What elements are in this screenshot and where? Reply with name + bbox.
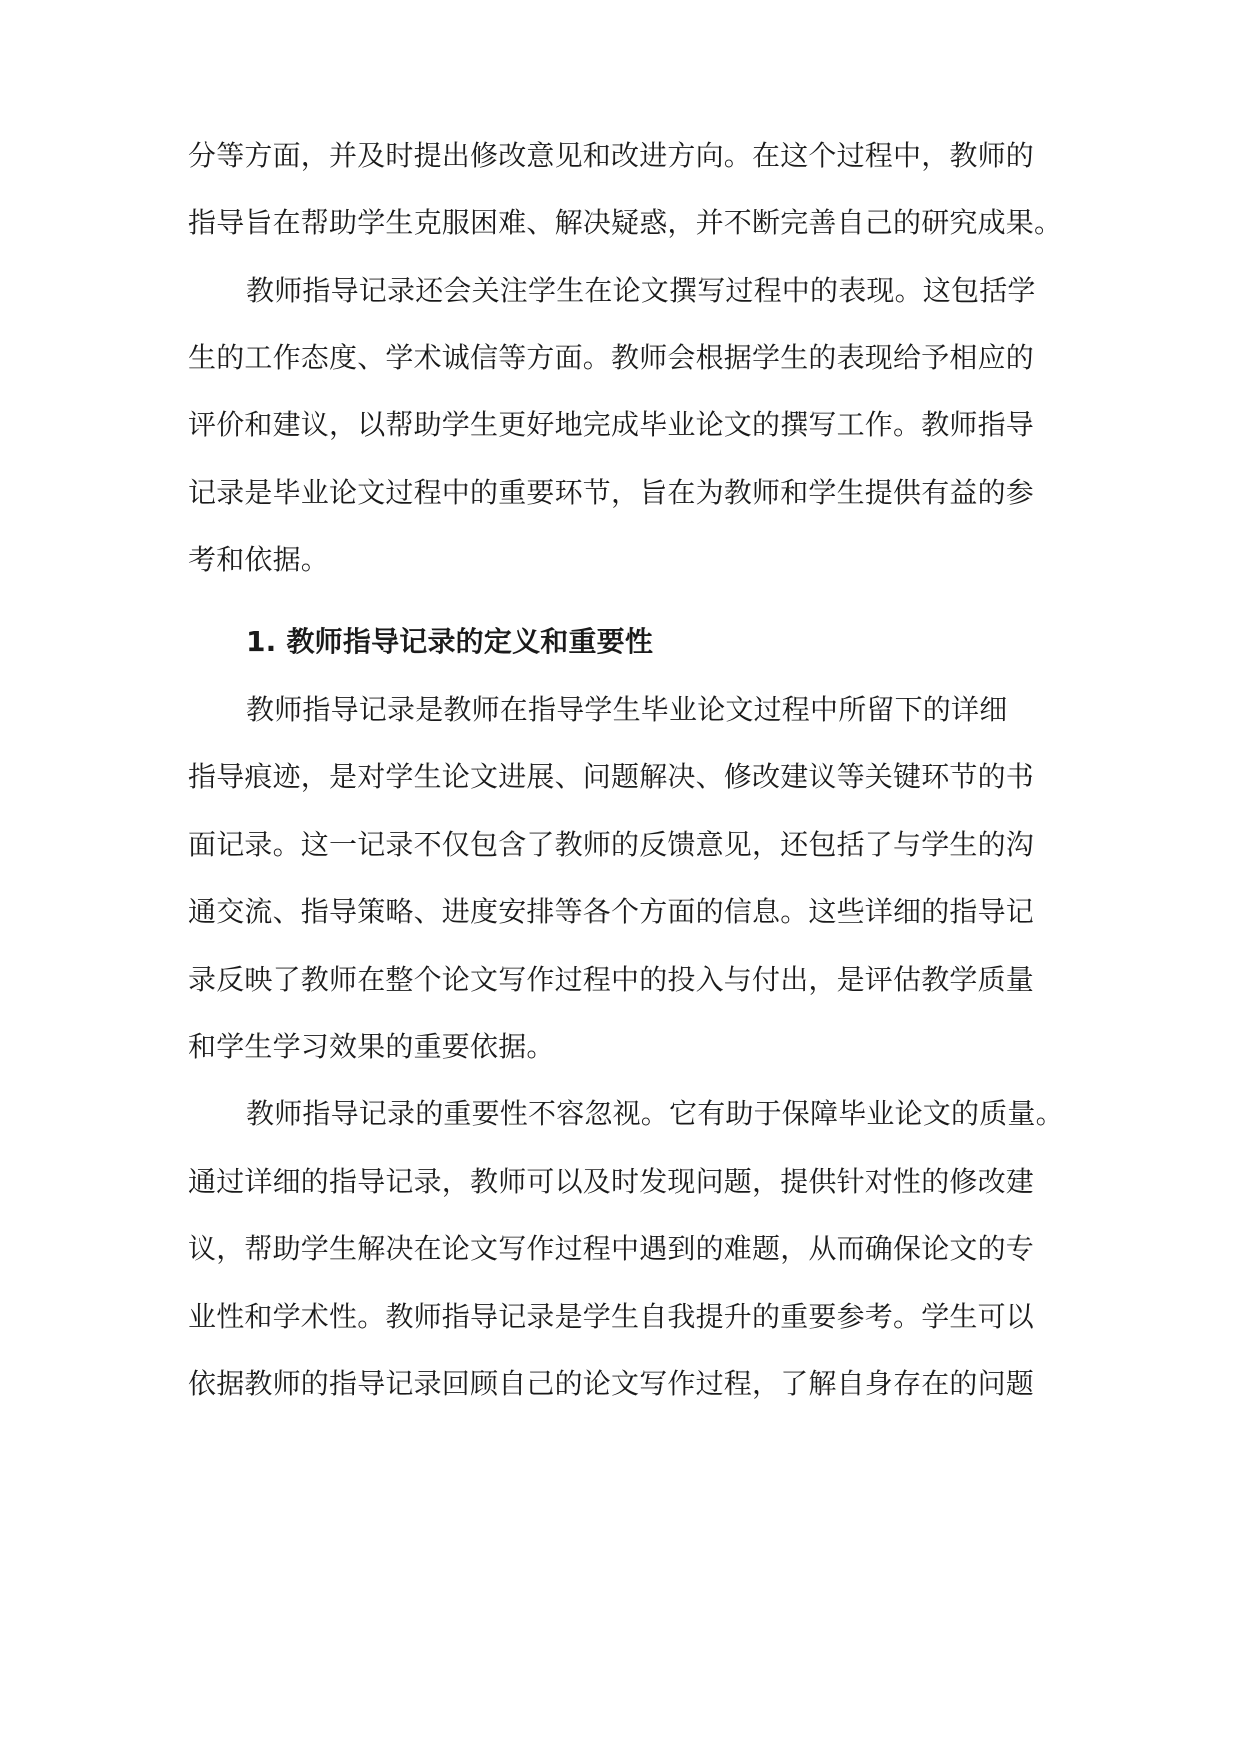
- paragraph-line: 教师指导记录是教师在指导学生毕业论文过程中所留下的详细: [246, 693, 1008, 726]
- paragraph-line: 教师指导记录还会关注学生在论文撰写过程中的表现。这包括学: [246, 274, 1036, 307]
- paragraph-line: 指导旨在帮助学生克服困难、解决疑惑，并不断完善自己的研究成果。: [188, 206, 1063, 239]
- paragraph-line: 考和依据。: [188, 543, 330, 576]
- section-heading: 1. 教师指导记录的定义和重要性: [246, 625, 654, 658]
- paragraph-line: 教师指导记录的重要性不容忽视。它有助于保障毕业论文的质量。: [246, 1097, 1064, 1130]
- paragraph-line: 议，帮助学生解决在论文写作过程中遇到的难题，从而确保论文的专: [188, 1232, 1035, 1265]
- paragraph-line: 评价和建议，以帮助学生更好地完成毕业论文的撰写工作。教师指导: [188, 408, 1035, 441]
- paragraph-line: 生的工作态度、学术诚信等方面。教师会根据学生的表现给予相应的: [188, 341, 1035, 374]
- paragraph-line: 通过详细的指导记录，教师可以及时发现问题，提供针对性的修改建: [188, 1165, 1035, 1198]
- paragraph-line: 分等方面，并及时提出修改意见和改进方向。在这个过程中，教师的: [188, 139, 1035, 172]
- paragraph-line: 记录是毕业论文过程中的重要环节，旨在为教师和学生提供有益的参: [188, 476, 1035, 509]
- paragraph-line: 依据教师的指导记录回顾自己的论文写作过程，了解自身存在的问题: [188, 1367, 1035, 1400]
- paragraph-line: 业性和学术性。教师指导记录是学生自我提升的重要参考。学生可以: [188, 1300, 1035, 1333]
- paragraph-line: 通交流、指导策略、进度安排等各个方面的信息。这些详细的指导记: [188, 895, 1035, 928]
- paragraph-line: 和学生学习效果的重要依据。: [188, 1030, 555, 1063]
- paragraph-line: 面记录。这一记录不仅包含了教师的反馈意见，还包括了与学生的沟: [188, 828, 1035, 861]
- paragraph-line: 录反映了教师在整个论文写作过程中的投入与付出，是评估教学质量: [188, 963, 1035, 996]
- paragraph-line: 指导痕迹，是对学生论文进展、问题解决、修改建议等关键环节的书: [188, 760, 1035, 793]
